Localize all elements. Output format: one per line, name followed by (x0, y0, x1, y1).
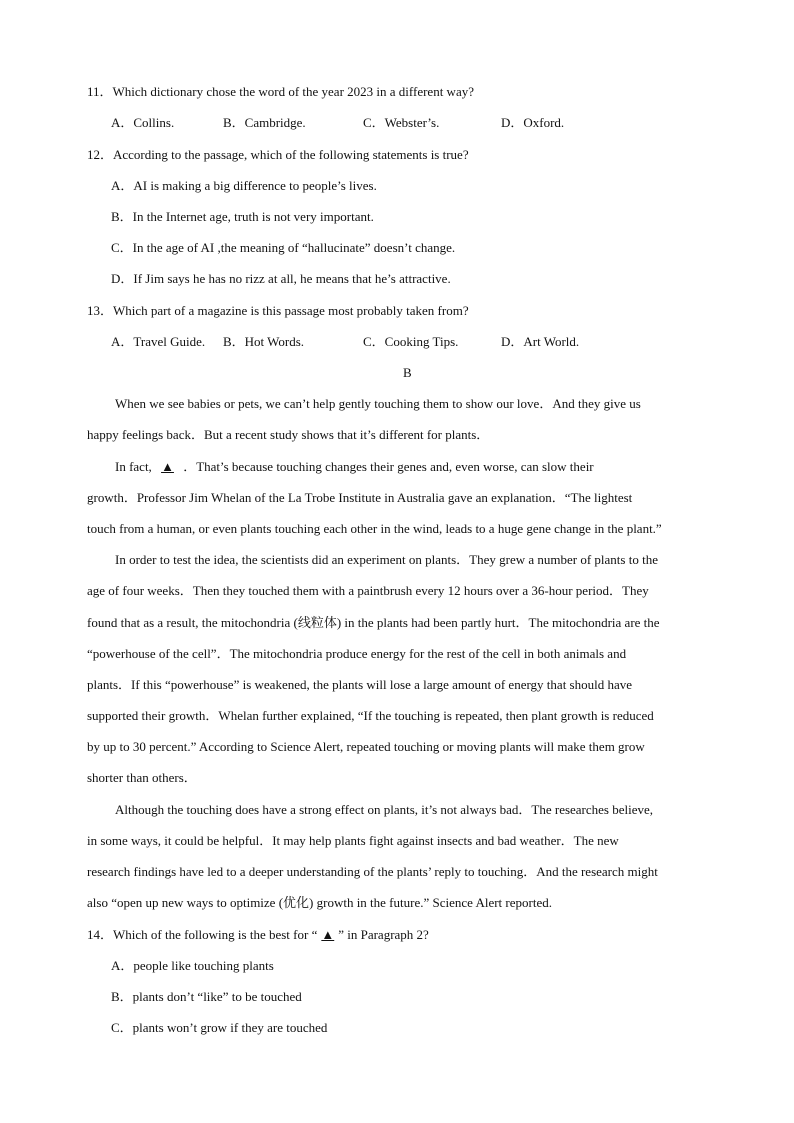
question-11-stem: 11．Which dictionary chose the word of the year 2023 in a different way? (87, 84, 474, 99)
passage-line: research findings have led to a deeper understanding of the plants’ reply to touching．And the research might (87, 864, 658, 879)
option-d: D．If Jim says he has no rizz at all, he means that he’s attractive. (111, 271, 451, 286)
stem-prefix: 14．Which of the following is the best for “ (87, 927, 318, 942)
blank-prefix: In fact, (115, 459, 152, 474)
passage-line: growth．Professor Jim Whelan of the La Trobe Institute in Australia gave an explanation．“The lightest (87, 490, 633, 505)
stem-suffix: ” in Paragraph 2? (338, 927, 429, 942)
passage-line: “powerhouse of the cell”．The mitochondria produce energy for the rest of the cell in both animals and (87, 646, 627, 661)
passage-line: When we see babies or pets, we can’t help gently touching them to show our love．And they give us (115, 396, 641, 411)
option-b: B．plants don’t “like” to be touched (111, 989, 302, 1004)
passage-line: Although the touching does have a strong effect on plants, it’s not always bad．The researches believe, (115, 802, 654, 817)
question-14-stem (87, 927, 429, 943)
option-d: D．Oxford. (501, 115, 565, 130)
option-d: D．Art World. (501, 334, 580, 349)
option-a: A．Travel Guide. (111, 334, 206, 349)
option-b: B．In the Internet age, truth is not very important. (111, 209, 374, 224)
passage-line: happy feelings back．But a recent study shows that it’s different for plants． (87, 427, 490, 442)
option-c: C．Webster’s. (363, 115, 440, 130)
passage-line: supported their growth．Whelan further explained, “If the touching is repeated, then plant growth is reduced (87, 708, 654, 723)
blank-suffix: ．That’s because touching changes their genes and, even worse, can slow their (183, 459, 594, 474)
passage-line: plants．If this “powerhouse” is weakened, the plants will lose a large amount of energy that should have (87, 677, 633, 692)
passage-line-with-blank (115, 459, 594, 475)
passage-line: also “open up new ways to optimize (优化) growth in the future.” Science Alert reported. (87, 895, 552, 910)
passage-line: found that as a result, the mitochondria (线粒体) in the plants had been partly hurt．The mitochondria are the (87, 615, 660, 630)
passage-line: In order to test the idea, the scientists did an experiment on plants．They grew a number of plants to the (115, 552, 658, 567)
option-b: B．Hot Words. (223, 334, 305, 349)
option-a: A．AI is making a big difference to people’s lives. (111, 178, 377, 193)
passage-line: shorter than others． (87, 770, 197, 785)
option-c: C．plants won’t grow if they are touched (111, 1020, 328, 1035)
passage-line: age of four weeks．Then they touched them with a paintbrush every 12 hours over a 36-hour period．They (87, 583, 649, 598)
option-c: C．In the age of AI ,the meaning of “hallucinate” doesn’t change. (111, 240, 456, 255)
question-13-stem: 13．Which part of a magazine is this passage most probably taken from? (87, 303, 469, 318)
option-a: A．people like touching plants (111, 958, 274, 973)
passage-line: by up to 30 percent.” According to Science Alert, repeated touching or moving plants will make them grow (87, 739, 645, 754)
option-a: A．Collins. (111, 115, 175, 130)
option-c: C．Cooking Tips. (363, 334, 459, 349)
blank-marker: ▲ (321, 927, 335, 942)
question-12-stem: 12．According to the passage, which of the following statements is true? (87, 147, 469, 162)
passage-line: in some ways, it could be helpful．It may help plants fight against insects and bad weather．The new (87, 833, 619, 848)
option-b: B．Cambridge. (223, 115, 306, 130)
passage-line: touch from a human, or even plants touching each other in the wind, leads to a huge gene change in the plant.” (87, 521, 662, 536)
blank-marker: ▲ (161, 459, 174, 474)
section-heading: B (403, 365, 412, 380)
